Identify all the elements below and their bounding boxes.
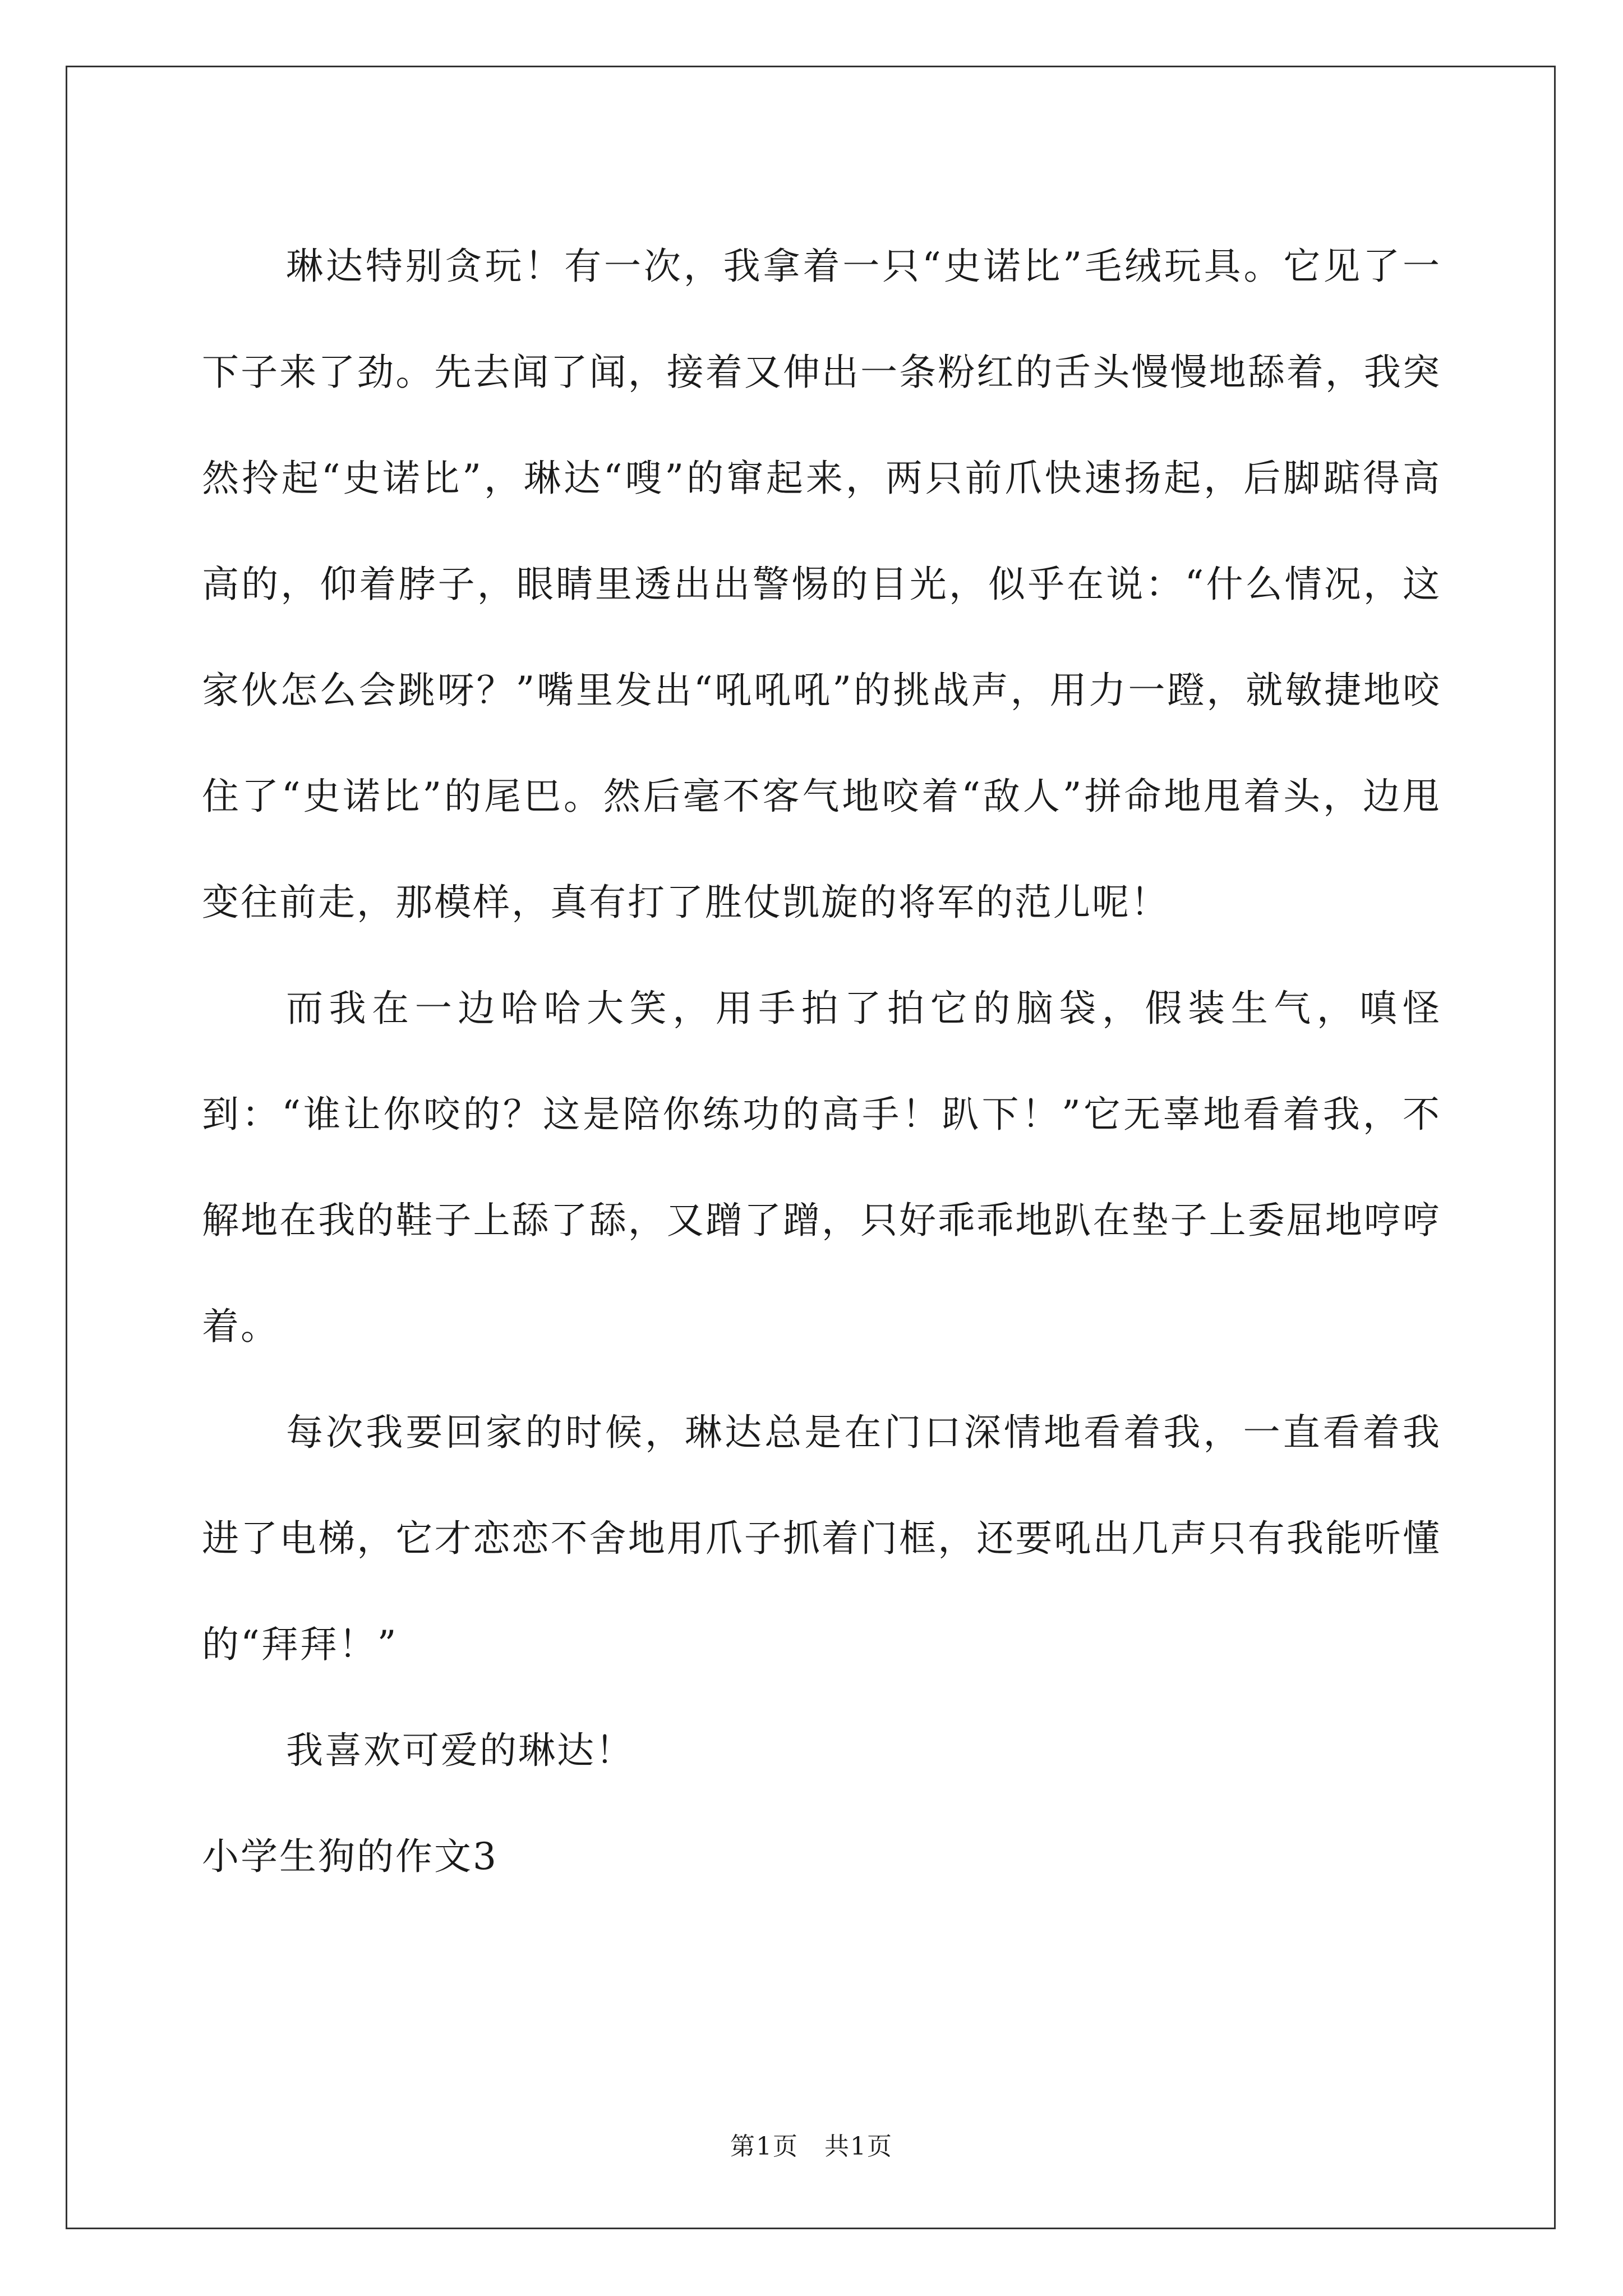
paragraph-4: 我喜欢可爱的琳达！: [286, 1729, 634, 1772]
document-body: [202, 213, 1441, 1910]
paragraph-2: 而我在一边哈哈大笑，用手拍了拍它的脑袋，假装生气，嗔怪到：“谁让你咬的？这是陪你练功的高手！趴下！”它无辜地看着我，不解地在我的鞋子上舔了舔，又蹭了蹭，只好乖乖地趴在垫子上委屈地哼哼着。: [202, 987, 1441, 1348]
page-footer: 第1页 共1页: [730, 2132, 893, 2161]
section-heading: 小学生狗的作文3: [202, 1835, 498, 1878]
paragraph-1: 琳达特别贪玩！有一次，我拿着一只“史诺比”毛绒玩具。它见了一下子来了劲。先去闻了闻，接着又伸出一条粉红的舌头慢慢地舔着，我突然拎起“史诺比”，琳达“嗖”的窜起来，两只前爪快速扬起，后脚踮得高高的，仰着脖子，眼睛里透出出警惕的目光，似乎在说：“什么情况，这家伙怎么会跳呀？”嘴里发出“吼吼吼”的挑战声，用力一蹬，就敏捷地咬住了“史诺比”的尾巴。然后毫不客气地咬着“敌人”拼命地甩着头，边甩变往前走，那模样，真有打了胜仗凯旋的将军的范儿呢！: [202, 245, 1441, 924]
paragraph-3: 每次我要回家的时候，琳达总是在门口深情地看着我，一直看着我进了电梯，它才恋恋不舍地用爪子抓着门框，还要吼出几声只有我能听懂的“拜拜！”: [202, 1411, 1441, 1666]
